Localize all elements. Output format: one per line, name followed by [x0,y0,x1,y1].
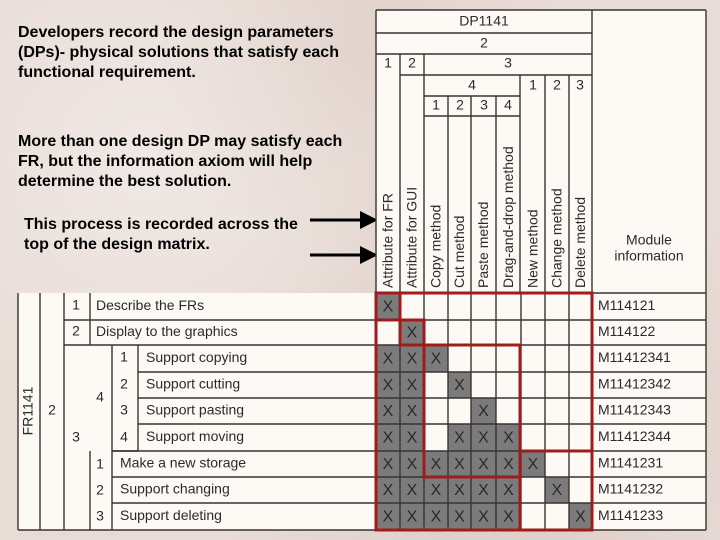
module-code: M1141232 [598,480,664,497]
matrix-cell-x: X [430,508,442,526]
matrix-cell-x: X [406,403,418,421]
fr-level3-label: 3 [72,428,80,445]
row-label: Support moving [146,428,245,445]
paragraph-information-axiom: More than one design DP may satisfy each FR, but the information axiom will help determine the best solution. [18,133,343,190]
fr-level4-label: 4 [96,388,104,405]
column-header-label: Copy method [427,204,444,288]
matrix-cell-x: X [382,456,394,474]
matrix-cell-x: X [382,508,394,526]
matrix-cell-x: X [503,456,514,474]
fr-level5-label: 3 [120,401,128,418]
fr-level4-label: 2 [96,481,104,498]
row-label: Make a new storage [120,454,247,471]
dp-root-label: DP1141 [459,12,509,29]
module-code: M114121 [598,297,656,314]
dp-level5-label: 1 [432,96,440,113]
fr-root-label: FR1141 [19,386,36,436]
matrix-cell-x: X [430,456,442,474]
matrix-cell-x: X [454,456,465,474]
column-header-label: Attribute for GUI [403,186,420,288]
matrix-cell-x: X [382,377,394,395]
dp-level5-label: 2 [456,96,464,113]
matrix-cell-x: X [527,456,539,474]
matrix-cell-x: X [478,429,489,447]
matrix-cell-x: X [478,456,489,474]
module-code: M11412342 [598,375,671,392]
column-header-label: Change method [548,188,565,288]
fr-level4-label: 1 [96,455,104,472]
matrix-cell-x: X [382,429,394,447]
matrix-cell-x: X [406,324,418,342]
module-code: M1141233 [598,507,664,524]
matrix-cell-x: X [575,508,586,526]
dp-level4-label: 2 [553,76,561,93]
module-code: M11412343 [598,401,671,418]
matrix-cell-x: X [406,456,418,474]
matrix-cell-x: X [503,429,514,447]
paragraph-process-recorded: This process is recorded across the top of the design matrix. [24,216,298,253]
column-header-label: Delete method [572,196,589,288]
dp-level4-label: 4 [468,76,476,93]
row-label: Support pasting [146,401,245,418]
row-label: Describe the FRs [96,297,205,314]
row-label: Support cutting [146,375,241,392]
matrix-cell-x: X [503,508,514,526]
dp-level4-label: 1 [529,76,537,93]
dp-level3-label: 1 [384,54,392,71]
row-label: Support changing [120,480,230,497]
matrix-cell-x: X [406,429,418,447]
matrix-cell-x: X [382,298,394,316]
row-label: Support deleting [120,507,222,524]
column-header-label: Attribute for FR [379,193,396,288]
matrix-cell-x: X [430,350,442,368]
matrix-cell-x: X [382,482,394,500]
matrix-cell-x: X [406,377,418,395]
matrix-cell-x: X [454,429,465,447]
column-header-label: Cut method [451,215,468,288]
dp-level5-label: 4 [504,96,512,113]
dp-level2-label: 2 [480,34,488,51]
matrix-cell-x: X [454,508,465,526]
column-header-label: Drag-and-drop method [500,146,517,288]
row-label: Display to the graphics [96,323,238,340]
matrix-cell-x: X [478,403,489,421]
matrix-cell-x: X [478,482,489,500]
dp-level3-label: 3 [504,54,512,71]
matrix-cell-x: X [430,482,442,500]
fr-level5-label: 1 [120,348,128,365]
matrix-cell-x: X [382,350,394,368]
dp-level4-label: 3 [576,76,584,93]
matrix-cell-x: X [478,508,489,526]
dp-level5-label: 3 [480,96,488,113]
dp-level3-label: 2 [408,54,416,71]
module-header-label: Module [626,231,672,248]
fr-level4-label: 3 [96,507,104,524]
matrix-cell-x: X [454,482,465,500]
fr-level3-label: 2 [72,322,80,339]
matrix-cell-x: X [406,350,418,368]
fr-level5-label: 2 [120,375,128,392]
fr-level2-label: 2 [48,401,56,418]
matrix-cell-x: X [454,377,465,395]
module-code: M114122 [598,323,656,340]
row-label: Support copying [146,349,248,366]
fr-level3-label: 1 [72,296,80,313]
column-header-label: New method [524,209,541,288]
module-code: M11412341 [598,349,671,366]
module-header-label: information [614,247,684,264]
column-header-label: Paste method [475,201,492,288]
matrix-cell-x: X [406,508,418,526]
matrix-cell-x: X [406,482,418,500]
paragraph-design-parameters: Developers record the design parameters (DPs)- physical solutions that satisfy each functional requirement. [18,24,339,81]
fr-level5-label: 4 [120,428,128,445]
module-code: M11412344 [598,428,671,445]
matrix-cell-x: X [551,482,563,500]
module-code: M1141231 [598,454,664,471]
matrix-cell-x: X [503,482,514,500]
matrix-cell-x: X [382,403,394,421]
